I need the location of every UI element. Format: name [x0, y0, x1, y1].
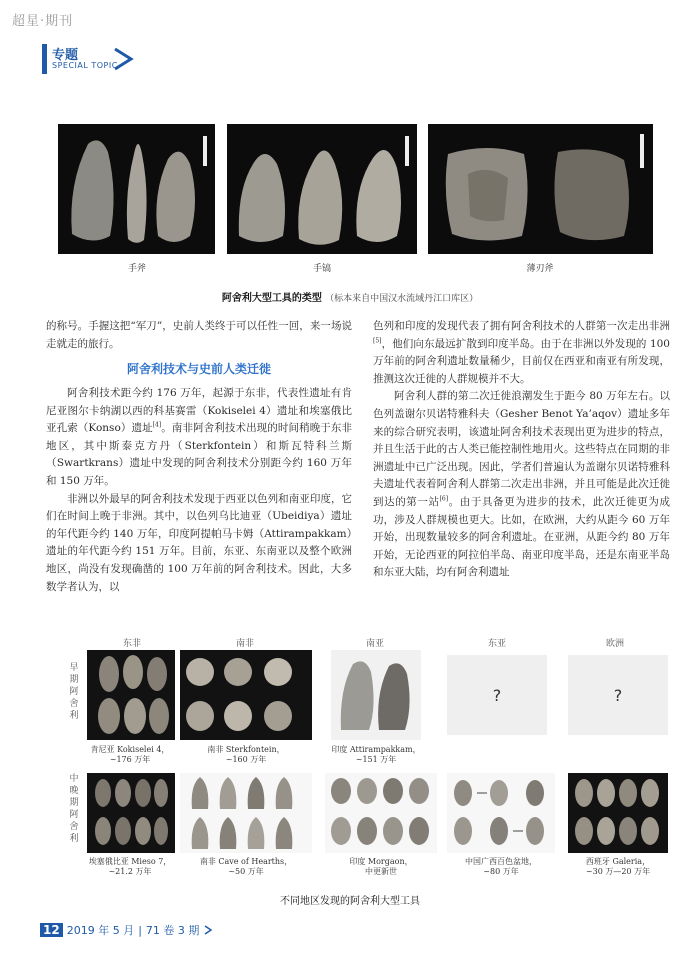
late-europe-caption: 西班牙 Galeria， ~30 万—20 万年 — [585, 857, 651, 876]
left-column — [46, 385, 352, 596]
paragraph: 色列和印度的发现代表了拥有阿舍利技术的人群第一次走出非洲[5]，他们向东最远扩散到印度半岛。由于在非洲以外发现的 100 万年前的阿舍利遗址数量稀少，目前仅在西亚和南亚有所发现，推测这次迁徙的人群规模并不大。 — [373, 320, 670, 385]
cleaver-photo — [428, 124, 653, 254]
citation: [4] — [152, 421, 162, 429]
early-europe-placeholder: ? — [568, 655, 668, 735]
late-south-asia-caption: 印度 Morgaon， 中更新世 — [349, 857, 413, 876]
page-number: 12 — [40, 923, 63, 937]
late-south-africa-caption: 南非 Cave of Hearths， ~50 万年 — [199, 857, 293, 876]
row-label-early: 早 期 阿 舍 利 — [69, 663, 79, 721]
figure1-caption — [0, 289, 700, 304]
region-label-east-africa: 东非 — [122, 639, 141, 649]
late-east-asia-photo — [447, 773, 555, 853]
region-label-south-asia: 南亚 — [365, 639, 384, 649]
region-label-south-africa: 南非 — [235, 639, 254, 649]
early-south-africa-caption: 南非 Sterkfontein， ~160 万年 — [207, 745, 285, 764]
late-east-asia-caption: 中国广西百色盆地， ~80 万年 — [465, 857, 537, 876]
watermark: 超星·期刊 — [12, 14, 74, 29]
row-label-late: 中 晚 期 阿 舍 利 — [69, 774, 79, 844]
handaxe-photo — [58, 124, 215, 254]
region-label-east-asia: 东亚 — [487, 639, 506, 649]
handaxe-caption: 手斧 — [127, 264, 146, 274]
early-south-asia-photo — [331, 650, 421, 740]
pick-photo — [227, 124, 417, 254]
paragraph: 的称号。手握这把“军刀”，史前人类终于可以任性一回，来一场说走就走的旅行。 — [46, 320, 352, 350]
late-east-africa-photo — [87, 773, 175, 853]
separator: | — [138, 923, 142, 937]
issue-date: 2019 年 5 月 — [66, 924, 135, 937]
paragraph: 非洲以外最早的阿舍利技术发现于西亚以色列和南亚印度，它们在时间上晚于非洲。其中，以色列乌比迪亚（Ubeidiya）遗址的年代距今约 140 万年，印度阿提帕马卡姆（Attirampakkam）遗址的年代距今约 151 万年。目前，东亚、东南亚以及整个欧洲地区，尚没有发现确凿的 100 万年前的阿舍利技术。因此，大多数学者认为，以 — [46, 492, 352, 593]
paragraph: 阿舍利人群的第二次迁徙浪潮发生于距今 80 万年左右。以色列盖谢尔贝诺特雅科夫（Gesher Benot Ya’aqov）遗址多年来的综合研究表明，该遗址阿舍利技术表现出更为进步的特点，并且生活于此的古人类已能控制性地用火。这些特点在同期的非洲遗址中已广泛出现。因此，学者们普遍认为盖谢尔贝诺特雅科夫遗址代表着阿舍利人群第二次走出非洲，并且可能是此次迁徙到达的第一站[6]。由于具备更为进步的技术，此次迁徙更为成功，涉及人群规模也更大。比如，在欧洲，大约从距今 60 万年开始，出现数量较多的阿舍利遗址。在亚洲，从距今约 80 万年开始，无论西亚的阿拉伯半岛、南亚印度半岛，还是东南亚半岛和东亚大陆，均有阿舍利遗址 — [373, 390, 671, 579]
citation: [5] — [373, 337, 382, 345]
region-label-europe: 欧洲 — [605, 639, 624, 649]
section-heading: 阿舍利技术与史前人类迁徙 — [126, 362, 271, 376]
pick-caption: 手镐 — [312, 264, 331, 274]
figure1-title: 阿舍利大型工具的类型 — [221, 293, 322, 304]
early-south-asia-caption: 印度 Attirampakkam， ~151 万年 — [331, 745, 421, 764]
early-east-asia-placeholder: ? — [447, 655, 547, 735]
late-east-africa-caption: 埃塞俄比亚 Mieso 7， ~21.2 万年 — [88, 857, 172, 876]
cleaver-caption: 薄刃斧 — [526, 264, 554, 274]
early-east-africa-caption: 肯尼亚 Kokiselei 4， ~176 万年 — [90, 745, 170, 764]
chevron-right-icon — [203, 925, 213, 935]
topic-bar — [42, 44, 47, 74]
late-europe-photo — [568, 773, 668, 853]
left-column-intro — [46, 318, 352, 353]
early-east-africa-photo — [87, 650, 175, 740]
late-south-asia-photo — [325, 773, 437, 853]
issue-volume: 71 卷 3 期 — [145, 924, 200, 937]
topic-title: 专题 — [52, 48, 79, 63]
late-south-africa-photo — [180, 773, 312, 853]
chevron-right-icon — [113, 47, 135, 71]
paragraph: 阿舍利技术距今约 176 万年，起源于东非，代表性遗址有肯尼亚图尔卡纳湖以西的科基赛雷（Kokiselei 4）遗址和埃塞俄比亚孔索（Konso）遗址[4]。南非阿舍利技术出现的时间稍晚于东非地区，其中斯泰克方丹（Sterkfontein）和斯瓦特科兰斯（Swartkrans）遗址中发现的阿舍利技术分别距今约 160 万年和 150 万年。 — [46, 387, 352, 487]
page-footer — [40, 922, 213, 938]
citation: [6] — [439, 495, 449, 503]
figure2-caption: 不同地区发现的阿舍利大型工具 — [280, 896, 420, 907]
figure1-note: （标本来自中国汉水流域丹江口库区） — [325, 294, 479, 304]
early-south-africa-photo — [180, 650, 312, 740]
topic-subtitle: SPECIAL TOPIC — [52, 61, 118, 70]
right-column — [373, 318, 670, 582]
